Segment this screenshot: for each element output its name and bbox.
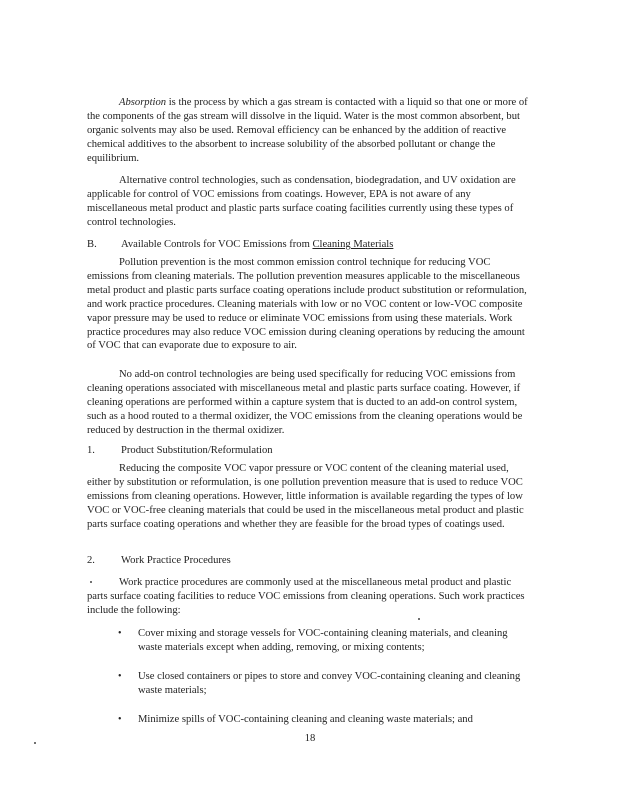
section-2-title: Work Practice Procedures [121, 555, 231, 566]
reducing-paragraph: Reducing the composite VOC vapor pressure or VOC content of the cleaning material used, either by substitution or reformulation, is one pollution prevention measure that is used to reduce VOC emissions from cleaning operations. However, little information is available regarding the types of low VOC or VOC-free cleaning materials that could be used in the miscellaneous metal product and plastic parts surface coating operations and whether they are feasible for the broad types of coatings used. [87, 463, 524, 530]
section-1-number: 1. [87, 445, 95, 456]
section-2-number: 2. [87, 555, 95, 566]
absorption-term: Absorption [119, 97, 167, 108]
list-item-text: Use closed containers or pipes to store and convey VOC-containing cleaning and cleaning waste materials; [138, 670, 521, 696]
addon-controls-paragraph: No add-on control technologies are being used specifically for reducing VOC emissions from cleaning operations associated with miscellaneous metal and plastic parts surface coating. However, if cleaning operations are performed within a capture system that is ducted to an add-on control system, such as a hood routed to a thermal oxidizer, the VOC emissions from the cleaning operations would be reduced by destruction in the thermal oxidizer. [87, 369, 523, 436]
absorption-text: is the process by which a gas stream is contacted with a liquid so that one or more of the components of the gas stream will dissolve in the liquid. Water is the most common absorbent, but organic solvents may also be used. Removal efficiency can be enhanced by the addition of reactive chemical additives to the absorbent to increase solubility of the absorbed pollutant or change the equilibrium. [87, 97, 528, 164]
page-number: 18 [304, 733, 316, 744]
absorption-paragraph [87, 96, 533, 166]
list-item [87, 713, 533, 727]
work-practice-list [87, 627, 533, 742]
bullet-icon: • [118, 628, 122, 639]
section-b-title-underlined: Cleaning Materials [312, 239, 394, 250]
section-1-title: Product Substitution/Reformulation [121, 445, 273, 456]
work-practice-paragraph: Work practice procedures are commonly used at the miscellaneous metal product and plastic parts surface coating facilities to reduce VOC emissions from cleaning operations. Such work practices include the following: [87, 577, 525, 616]
list-item [87, 670, 533, 698]
alternative-controls-paragraph: Alternative control technologies, such as condensation, biodegradation, and UV oxidation are applicable for control of VOC emissions from coatings. However, EPA is not aware of any miscellaneous metal product and plastic parts surface coating facilities currently using these types of control technologies. [87, 175, 516, 228]
section-2-heading [87, 554, 533, 568]
section-b-number: B. [87, 239, 97, 250]
pollution-prevention-paragraph: Pollution prevention is the most common emission control technique for reducing VOC emissions from cleaning materials. The pollution prevention measures applicable to the miscellaneous metal product and plastic parts surface coating operations include product substitution or reformulation, and work practice procedures. Cleaning materials with low or no VOC content or low-VOC composite vapor pressure may be used to reduce or eliminate VOC emissions from using these materials. Work practice procedures may also reduce VOC emission during cleaning operations by reducing the amount of VOC that can evaporate due to exposure to air. [87, 257, 527, 352]
section-1-heading [87, 444, 533, 458]
bullet-icon: • [118, 713, 122, 725]
section-b-heading [87, 238, 533, 252]
section-b-title: Available Controls for VOC Emissions from [121, 239, 313, 250]
list-item-text: Minimize spills of VOC-containing cleaning and cleaning waste materials; and [138, 713, 473, 725]
scan-speck [418, 618, 420, 620]
list-item-text: Cover mixing and storage vessels for VOC-containing cleaning materials, and cleaning waste materials except when adding, removing, or mixing contents; [138, 628, 508, 653]
list-item [87, 627, 533, 655]
bullet-icon: • [118, 670, 122, 682]
scan-speck [34, 742, 36, 744]
scan-speck [90, 581, 92, 583]
